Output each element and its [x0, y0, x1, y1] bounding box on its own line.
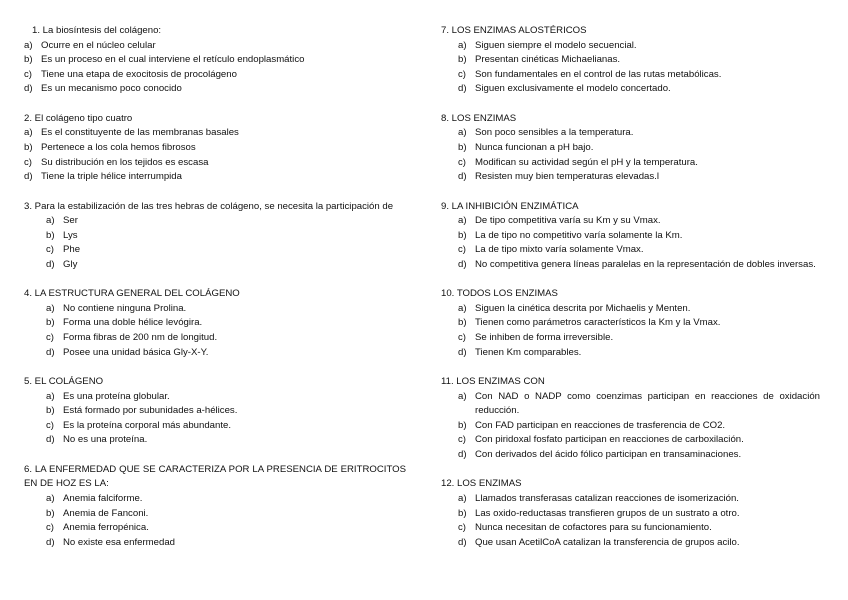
option-b: b) Es un proceso en el cual interviene el retículo endoplasmático: [24, 54, 305, 66]
question-7: [441, 24, 820, 97]
question-title: 1. La biosíntesis del colágeno:: [32, 25, 162, 36]
option-d: d) Posee una unidad básica Gly-X-Y.: [46, 346, 209, 358]
option-c: c) Anemia ferropénica.: [46, 522, 149, 534]
option-a: a) Es el constituyente de las membranas basales: [24, 127, 239, 139]
option-a: a) Llamados transferasas catalizan reacciones de isomerización.: [458, 493, 739, 505]
question-title: 10. TODOS LOS ENZIMAS: [441, 288, 558, 300]
question-title: 3. Para la estabilización de las tres hebras de colágeno, se necesita la participación de: [24, 200, 394, 212]
option-b: b) Presentan cinéticas Michaelianas.: [458, 54, 621, 66]
question-6: [24, 463, 406, 551]
option-d: d) No competitiva genera líneas paralelas en la representación de dobles inversas.: [458, 258, 816, 270]
question-2: [24, 112, 406, 185]
question-5: [24, 375, 406, 448]
question-title: 5. EL COLÁGENO: [24, 376, 104, 388]
question-title: 9. LA INHIBICIÓN ENZIMÁTICA: [441, 200, 579, 212]
option-a: a) Es una proteína globular.: [46, 390, 170, 402]
option-c: c) Se inhiben de forma irreversible.: [458, 332, 614, 344]
option-a: a) Siguen la cinética descrita por Michaelis y Menten.: [458, 302, 691, 314]
option-a: a) Anemia falciforme.: [46, 493, 143, 505]
option-b: b) Nunca funcionan a pH bajo.: [458, 141, 594, 153]
option-c: c) Forma fibras de 200 nm de longitud.: [46, 332, 218, 344]
option-d: d) Tienen Km comparables.: [458, 346, 582, 358]
option-a: a) Son poco sensibles a la temperatura.: [458, 127, 634, 139]
option-c: c) Con piridoxal fosfato participan en reacciones de carboxilación.: [458, 434, 744, 446]
option-a: a) Ser: [46, 215, 78, 227]
option-b: b) Con FAD participan en reacciones de trasferencia de CO2.: [458, 419, 726, 431]
option-d: d) No existe esa enfermedad: [46, 536, 175, 548]
option-c: c) Modifican su actividad según el pH y la temperatura.: [458, 156, 698, 168]
option-d: d) Siguen exclusivamente el modelo concertado.: [458, 83, 671, 95]
option-c: c) Phe: [46, 244, 81, 256]
option-b: b) Está formado por subunidades a-hélices.: [46, 405, 238, 417]
option-d: d) Es un mecanismo poco conocido: [24, 83, 182, 95]
question-8: [441, 112, 820, 185]
question-12: [441, 477, 820, 550]
option-b: b) Pertenece a los cola hemos fibrosos: [24, 141, 196, 153]
option-c: c) Su distribución en los tejidos es escasa: [24, 156, 209, 168]
option-a: a) Siguen siempre el modelo secuencial.: [458, 39, 637, 51]
right-column: [441, 24, 820, 565]
option-d: d) No es una proteína.: [46, 434, 148, 446]
question-title: 6. LA ENFERMEDAD QUE SE CARACTERIZA POR LA PRESENCIA DE ERITROCITOS EN DE HOZ ES LA:: [24, 463, 406, 490]
option-c: c) Es la proteína corporal más abundante.: [46, 419, 231, 431]
option-d: d) Gly: [46, 258, 78, 270]
left-column: [24, 24, 406, 565]
question-title: 12. LOS ENZIMAS: [441, 478, 522, 490]
option-b: b) Anemia de Fanconi.: [46, 507, 149, 519]
option-b: b) Las oxido-reductasas transfieren grupos de un sustrato a otro.: [458, 507, 740, 519]
option-b: b) Lys: [46, 229, 78, 241]
question-11: [441, 375, 820, 463]
option-a: a) No contiene ninguna Prolina.: [46, 302, 187, 314]
option-c: c) Tiene una etapa de exocitosis de procolágeno: [24, 68, 237, 80]
question-title: 2. El colágeno tipo cuatro: [24, 112, 133, 124]
question-3: [24, 200, 406, 273]
question-title: 4. LA ESTRUCTURA GENERAL DEL COLÁGENO: [24, 288, 240, 300]
option-d: d) Tiene la triple hélice interrumpida: [24, 171, 182, 183]
option-b: b) Tienen como parámetros característicos la Km y la Vmax.: [458, 317, 721, 329]
option-d: d) Resisten muy bien temperaturas elevadas.l: [458, 171, 659, 183]
option-c: c) Son fundamentales en el control de las rutas metabólicas.: [458, 68, 722, 80]
option-c: c) La de tipo mixto varía solamente Vmax.: [458, 244, 644, 256]
question-title: 11. LOS ENZIMAS CON: [441, 376, 545, 388]
option-d: d) Con derivados del ácido fólico participan en transaminaciones.: [458, 449, 742, 461]
question-10: [441, 287, 820, 360]
option-b: b) La de tipo no competitivo varía solamente la Km.: [458, 229, 683, 241]
option-a: a) De tipo competitiva varía su Km y su Vmax.: [458, 215, 661, 227]
option-d: d) Que usan AcetilCoA catalizan la transferencia de grupos acilo.: [458, 536, 740, 548]
question-9: [441, 200, 820, 273]
question-title: 7. LOS ENZIMAS ALOSTÉRICOS: [441, 25, 587, 36]
option-c: c) Nunca necesitan de cofactores para su funcionamiento.: [458, 522, 712, 534]
question-1: [24, 24, 406, 97]
option-a: a) Con NAD o NADP como coenzimas participan en reacciones de oxidación reducción.: [458, 390, 820, 417]
question-4: [24, 287, 406, 360]
option-a: a) Ocurre en el núcleo celular: [24, 39, 156, 51]
option-b: b) Forma una doble hélice levógira.: [46, 317, 203, 329]
question-title: 8. LOS ENZIMAS: [441, 112, 517, 124]
